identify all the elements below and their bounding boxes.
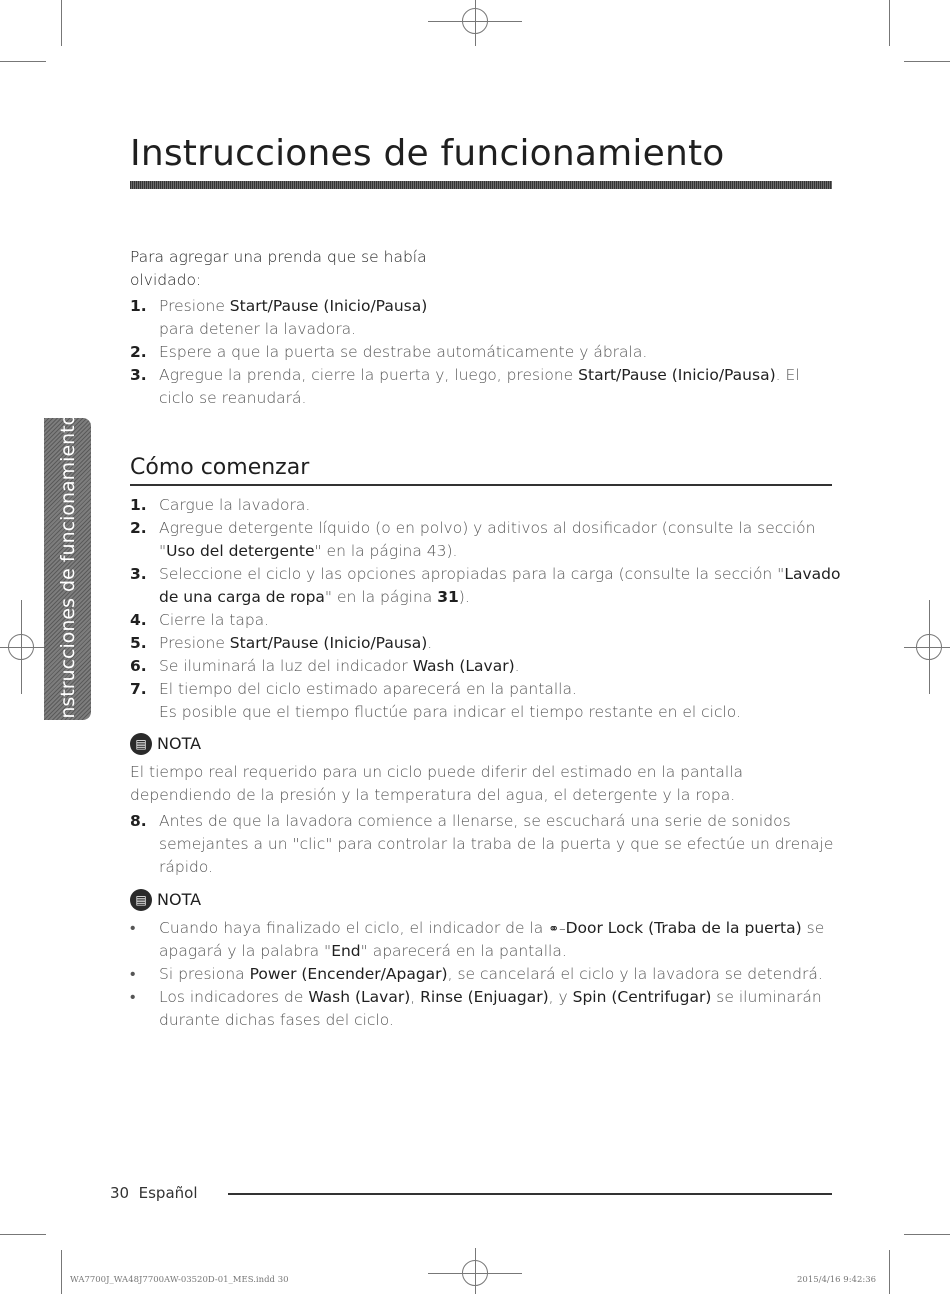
step-number: 2. [130, 519, 147, 537]
note-label: NOTA [157, 734, 202, 753]
list-item: Seleccione el ciclo y las opciones apropiadas para la carga (consulte la sección "Lavado [159, 565, 841, 583]
list-item: Presione Start/Pause (Inicio/Pausa). [159, 634, 433, 652]
list-item: El tiempo del ciclo estimado aparecerá en la pantalla. [159, 680, 577, 698]
note-bullet-continuation: apagará y la palabra "End" aparecerá en la pantalla. [159, 942, 567, 960]
note-bullet: Si presiona Power (Encender/Apagar), se cancelará el ciclo y la lavadora se detendrá. [159, 965, 823, 983]
list-item: Agregue detergente líquido (o en polvo) y aditivos al dosificador (consulte la sección [159, 519, 816, 537]
intro-line-2: olvidado: [130, 271, 202, 289]
list-item-continuation: rápido. [159, 858, 213, 876]
bullet: • [130, 920, 136, 937]
note-bullet: Los indicadores de Wash (Lavar), Rinse (Enjuagar), y Spin (Centrifugar) se iluminarán [159, 988, 822, 1006]
list-item-continuation: "Uso del detergente" en la página 43). [159, 542, 458, 560]
section-rule [130, 484, 832, 486]
step-number: 8. [130, 812, 147, 830]
list-item-continuation: Es posible que el tiempo fluctúe para indicar el tiempo restante en el ciclo. [159, 703, 741, 721]
step-number: 4. [130, 611, 147, 629]
step-number: 1. [130, 496, 147, 514]
list-item: Espere a que la puerta se destrabe automáticamente y ábrala. [159, 343, 648, 361]
list-item: Agregue la prenda, cierre la puerta y, luego, presione Start/Pause (Inicio/Pausa). El [159, 366, 800, 384]
key-icon: ⚭– [548, 922, 566, 937]
title-rule [130, 181, 832, 189]
step-number: 6. [130, 657, 147, 675]
note-text: dependiendo de la presión y la temperatura del agua, el detergente y la ropa. [130, 786, 736, 804]
list-item-continuation: para detener la lavadora. [159, 320, 357, 338]
list-item-continuation: de una carga de ropa" en la página 31). [159, 588, 470, 606]
step-number: 5. [130, 634, 147, 652]
side-tab-label: Instrucciones de funcionamiento [56, 413, 79, 725]
step-number: 1. [130, 297, 147, 315]
page-footer [110, 1184, 198, 1202]
print-slug-left: WA7700J_WA48J7700AW-03520D-01_MES.indd 30 [70, 1275, 289, 1285]
note-icon: ▤ [130, 733, 152, 755]
section-heading: Cómo comenzar [130, 455, 310, 480]
list-item-continuation: ciclo se reanudará. [159, 389, 307, 407]
step-number: 7. [130, 680, 147, 698]
side-tab [44, 413, 91, 725]
bullet: • [130, 966, 136, 983]
list-item: Presione Start/Pause (Inicio/Pausa) [159, 297, 428, 315]
note-icon: ▤ [130, 889, 152, 911]
note-label: NOTA [157, 890, 202, 909]
intro-line-1: Para agregar una prenda que se había [130, 248, 427, 266]
list-item: Cierre la tapa. [159, 611, 270, 629]
note-bullet-continuation: durante dichas fases del ciclo. [159, 1011, 394, 1029]
step-number: 3. [130, 565, 147, 583]
note-text: El tiempo real requerido para un ciclo puede diferir del estimado en la pantalla [130, 763, 743, 781]
list-item: Antes de que la lavadora comience a llenarse, se escuchará una serie de sonidos [159, 812, 791, 830]
list-item: Cargue la lavadora. [159, 496, 311, 514]
list-item-continuation: semejantes a un "clic" para controlar la traba de la puerta y que se efectúe un drenaje [159, 835, 834, 853]
note-bullet: Cuando haya finalizado el ciclo, el indicador de la ⚭–Door Lock (Traba de la puerta) se [159, 917, 824, 941]
step-number: 3. [130, 366, 147, 384]
footer-rule [228, 1193, 832, 1195]
step-number: 2. [130, 343, 147, 361]
bullet: • [130, 989, 136, 1006]
page-number: 30 [110, 1184, 130, 1202]
list-item: Se iluminará la luz del indicador Wash (Lavar). [159, 657, 520, 675]
footer-language: Español [138, 1184, 198, 1202]
page-title: Instrucciones de funcionamiento [130, 133, 725, 174]
print-slug-right: 2015/4/16 9:42:36 [797, 1275, 877, 1285]
